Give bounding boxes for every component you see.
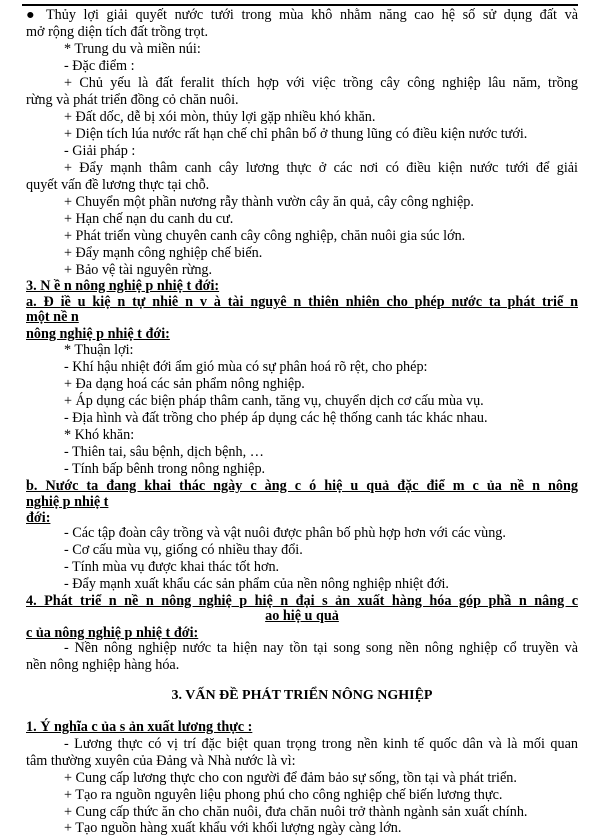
text-line: + Phát triển vùng chuyên canh cây công nghiệp, chăn nuôi gia súc lớn.	[64, 228, 466, 244]
text-line: - Lương thực có vị trí đặc biệt quan trọng trong nền kinh tế quốc dân và là mối quan	[64, 736, 578, 752]
text-line: - Địa hình và đất trồng cho phép áp dụng các hệ thống canh tác khác nhau.	[64, 410, 488, 426]
subsection-heading: nghiệ p nhiệ t	[26, 494, 109, 510]
text-line: - Thiên tai, sâu bệnh, dịch bệnh, …	[64, 444, 264, 460]
text-line: ● Thủy lợi giải quyết nước tưới trong mùa khô nhằm năng cao hệ số sử dụng đất và	[26, 7, 578, 23]
text-line: mở rộng diện tích đất trồng trọt.	[26, 24, 209, 40]
text-line: + Cung cấp thức ăn cho chăn nuôi, đưa chăn nuôi trở thành ngành sản xuất chính.	[64, 804, 528, 820]
top-rule	[22, 4, 578, 6]
section-heading: 3. N ề n nông nghiệ p nhiệ t đới:	[26, 278, 220, 294]
section-heading: 4. Phát triể n nề n nông nghiệ p hiệ n đại s ản xuất hàng hóa góp phầ n nâng c	[26, 593, 578, 609]
text-line: - Khí hậu nhiệt đới ẩm gió mùa có sự phân hoá rõ rệt, cho phép:	[64, 359, 428, 375]
section-heading: ao hiệ u quả	[265, 608, 339, 624]
text-line: - Tính mùa vụ được khai thác tốt hơn.	[64, 559, 280, 575]
text-line: + Cung cấp lương thực cho con người để đảm bảo sự sống, tồn tại và phát triển.	[64, 770, 517, 786]
text-line: + Đa dạng hoá các sản phẩm nông nghiệp.	[64, 376, 305, 392]
subsection-heading: a. Đ iề u kiệ n tự nhiê n v à tài nguyê n thiên nhiên cho phép nước ta phát triể n	[26, 294, 578, 310]
text-line: + Đẩy mạnh công nghiệp chế biến.	[64, 245, 263, 261]
subsection-heading: đới:	[26, 510, 51, 526]
text-line: nền nông nghiệp hàng hóa.	[26, 657, 180, 673]
text-line: + Đất dốc, dễ bị xói mòn, thủy lợi gặp nhiều khó khăn.	[64, 109, 376, 125]
text-line: + Hạn chế nạn du canh du cư.	[64, 211, 234, 227]
text-line: - Tính bấp bênh trong nông nghiệp.	[64, 461, 266, 477]
text-line: - Nền nông nghiệp nước ta hiện nay tồn tại song song nền nông nghiệp cổ truyền và	[64, 640, 578, 656]
text-line: * Thuận lợi:	[64, 342, 134, 358]
text-line: + Đẩy mạnh thâm canh cây lương thực ở các nơi có điều kiện nước tưới để giải	[64, 160, 578, 176]
section-heading: 1. Ý nghĩa c ủa s ản xuất lương thực :	[26, 719, 253, 735]
subsection-heading: nông nghiệ p nhiệ t đới:	[26, 326, 170, 342]
text-line: quyết vấn đề lương thực tại chỗ.	[26, 177, 210, 193]
text-line: + Tạo nguồn hàng xuất khẩu với khối lượng ngày càng lớn.	[64, 820, 402, 836]
text-line: tâm thường xuyên của Đảng và Nhà nước là vì:	[26, 753, 296, 769]
text-line: - Đặc điểm :	[64, 58, 135, 74]
text-line: - Đẩy mạnh xuất khẩu các sản phẩm của nền nông nghiệp nhiệt đới.	[64, 576, 449, 592]
text-line: - Cơ cấu mùa vụ, giống có nhiều thay đổi.	[64, 542, 303, 558]
text-line: * Trung du và miền núi:	[64, 41, 201, 57]
text-line: + Áp dụng các biện pháp thâm canh, tăng vụ, chuyển dịch cơ cấu mùa vụ.	[64, 393, 484, 409]
chapter-title: 3. VẤN ĐỀ PHÁT TRIỂN NÔNG NGHIỆP	[171, 688, 433, 703]
text-line: - Các tập đoàn cây trồng và vật nuôi được phân bố phù hợp hơn với các vùng.	[64, 525, 506, 541]
text-line: + Bảo vệ tài nguyên rừng.	[64, 262, 213, 278]
text-line: - Giải pháp :	[64, 143, 136, 159]
subsection-heading: b. Nước ta đang khai thác ngày c àng c ó hiệ u quả đặc điể m c ủa nề n nông	[26, 478, 578, 494]
section-heading: c ủa nông nghiệ p nhiệ t đới:	[26, 625, 199, 641]
text-line: + Diện tích lúa nước rất hạn chế chỉ phân bố ở thung lũng có điều kiện nước tưới.	[64, 126, 528, 142]
text-line: * Khó khăn:	[64, 427, 135, 443]
text-line: + Chuyển một phần nương rẫy thành vườn cây ăn quả, cây công nghiệp.	[64, 194, 474, 210]
subsection-heading: một nề n	[26, 309, 79, 325]
text-line: rừng và phát triển đồng cỏ chăn nuôi.	[26, 92, 239, 108]
text-line: + Tạo ra nguồn nguyên liệu phong phú cho công nghiệp chế biến lương thực.	[64, 787, 503, 803]
text-line: + Chủ yếu là đất feralit thích hợp với việc trồng cây công nghiệp lâu năm, trồng	[64, 75, 578, 91]
